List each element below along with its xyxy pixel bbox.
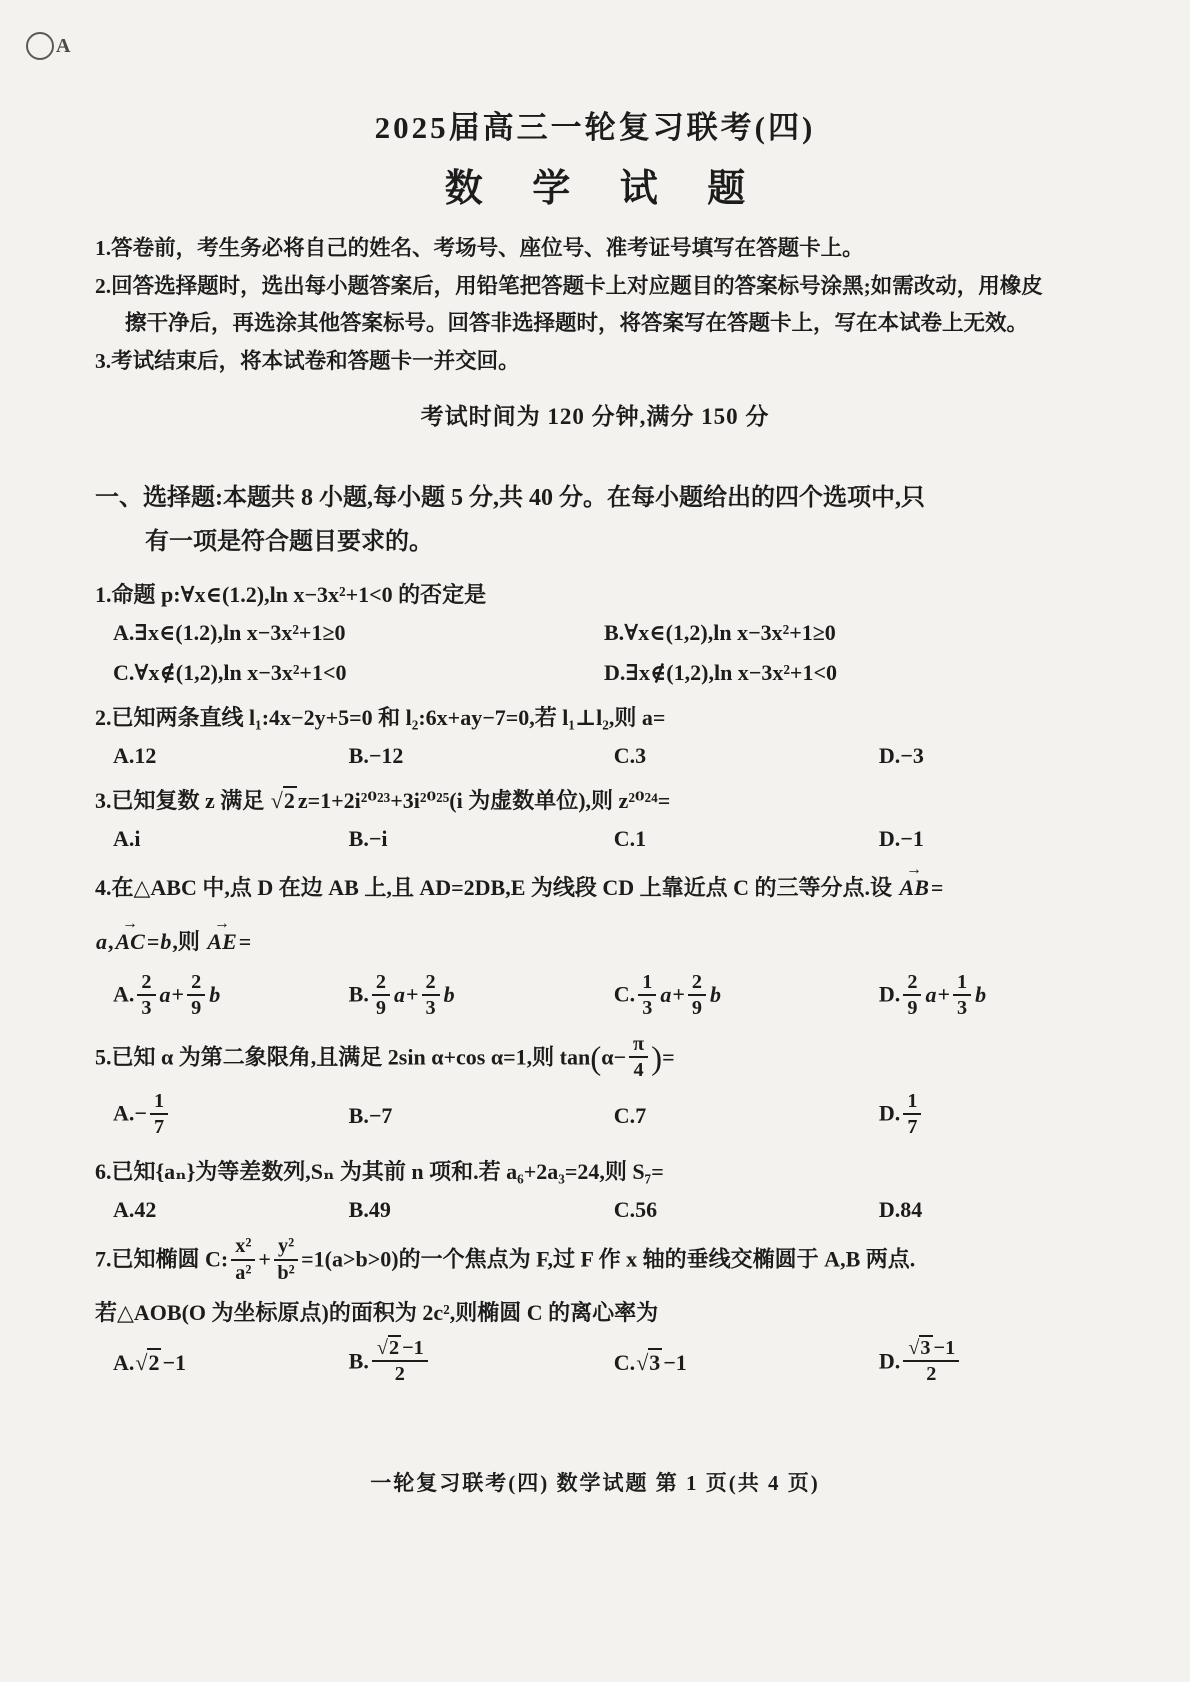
option-d: D. $\frac{√3 -1}{2}$ [879,1339,1095,1388]
vector-b: b [160,929,172,955]
option-a: A.∃x∈(1.2),ln x−3x²+1≥0 [113,619,346,645]
fraction: $\frac{2}{3}$ [137,971,155,1020]
fraction: $\frac{\text{y²}}{\text{b²}}$ [274,1235,298,1284]
sqrt-radical: √2 [135,1349,160,1375]
stem-text: = [930,875,944,901]
option-a: A.42 [113,1196,157,1222]
stem-text: =1(a>b>0)的一个焦点为 F,过 F 作 x 轴的垂线交椭圆于 A,B 两点. [301,1246,916,1272]
question-3-stem [95,783,1095,818]
question-6-options [95,1197,1095,1223]
option-b: B. $\frac{√2 -1}{2}$ [349,1339,614,1388]
option-b: B.−12 [348,743,404,769]
fraction: $\frac{1}{3}$ [953,971,971,1020]
option-b: B.∀x∈(1,2),ln x−3x²+1≥0 [604,619,836,645]
section-1-heading [95,477,1095,563]
right-paren: ) [651,1040,663,1077]
option-b: B.−7 [348,1102,393,1128]
sqrt-radical: √3 [908,1337,931,1360]
question-1 [95,577,1095,686]
question-5-stem [95,1035,1095,1084]
question-7-options [95,1339,1095,1388]
vector-ab: → AB [900,866,929,910]
notice-2-line2: 擦干净后，再选涂其他答案标号。回答非选择题时，将答案写在答题卡上，写在本试卷上无效。 [125,311,1029,336]
page-footer: 一轮复习联考(四) 数学试题 第 1 页(共 4 页) [370,1471,820,1495]
option-b: B.−i [348,826,388,852]
option-a: A.12 [113,743,157,769]
option-d: D.84 [878,1196,923,1222]
fraction: $\frac{2}{9}$ [688,971,706,1020]
stem-text: = [238,929,252,955]
fraction: $\frac{2}{9}$ [903,971,921,1020]
fraction: $\frac{\pi}{4}$ [629,1033,648,1082]
question-4-stem-line1 [95,860,1095,910]
option-b: B. $\frac{2}{9}$ a+ $\frac{2}{3}$ b [348,970,455,1019]
option-d: D. $\frac{1}{7}$ [879,1091,1095,1140]
option-c: C.∀x∉(1,2),ln x−3x²+1<0 [113,659,347,685]
option-d: D. $\frac{2}{9}$ a+ $\frac{1}{3}$ b [878,970,987,1019]
question-4-options [95,972,1095,1021]
fraction: $\frac{√3 -1}{2}$ [903,1337,959,1386]
question-7-stem-line1 [95,1237,1095,1286]
section-heading-line1: 一、选择题:本题共 8 小题,每小题 5 分,共 40 分。在每小题给出的四个选项中,只 [95,484,925,511]
vector-arrow-icon: → [214,914,231,932]
fraction: $\frac{2}{9}$ [187,971,205,1020]
stem-text: = [662,1044,675,1070]
exam-duration-score: 考试时间为 120 分钟,满分 150 分 [420,403,770,429]
stamp-icon [26,32,54,60]
question-2-stem: 2.已知两条直线 l₁:4x−2y+5=0 和 l₂:6x+ay−7=0,若 l₁⊥l₂,则 a= [95,704,666,730]
option-a: A.i [113,826,141,852]
vector-ae: → AE [207,920,236,964]
question-6 [95,1154,1095,1223]
option-c: C.56 [613,1196,658,1222]
option-d: D.−3 [878,743,924,769]
stem-text: 5.已知 α 为第二象限角,且满足 2sin α+cos α=1,则 tan [95,1044,591,1070]
question-7-stem-line2: 若△AOB(O 为坐标原点)的面积为 2c²,则椭圆 C 的离心率为 [95,1300,659,1326]
sqrt-radical [271,783,297,818]
question-2 [95,700,1095,769]
question-2-options [95,743,1095,769]
notice-1: 1.答卷前，考生务必将自己的姓名、考场号、座位号、准考证号填写在答题卡上。 [95,236,864,260]
question-6-stem: 6.已知{aₙ}为等差数列,Sₙ 为其前 n 项和.若 a₆+2a₃=24,则 S₇= [95,1158,664,1184]
vector-arrow-icon: → [906,860,923,878]
option-c: C.√3 −1 [613,1349,687,1375]
question-3 [95,783,1095,852]
sqrt-arg: 2 [283,788,295,814]
option-c: C.3 [613,743,647,769]
option-b: B.49 [348,1196,391,1222]
stamp-letter: A [56,34,71,57]
stem-text: , [108,929,114,955]
fraction: $\frac{1}{7}$ [903,1090,921,1139]
question-5 [95,1035,1095,1140]
vector-ac: → AC [116,920,145,964]
exam-notices [95,232,1095,378]
question-7 [95,1237,1095,1387]
stem-text: z=1+2i²⁰²³+3i²⁰²⁵(i 为虚数单位),则 z²⁰²⁴= [297,788,671,814]
stem-text: = [146,929,160,955]
exam-title: 2025届高三一轮复习联考(四) [374,110,816,145]
question-4 [95,860,1095,1021]
option-a: A. $\frac{2}{3}$ a+ $\frac{2}{9}$ b [113,970,221,1019]
sqrt-radical: √3 [636,1349,661,1375]
vector-arrow-icon: → [122,914,139,932]
fraction: $\frac{2}{9}$ [372,971,390,1020]
stem-text: 3.已知复数 z 满足 [95,788,270,814]
stem-text: α− [601,1044,627,1070]
notice-2-line1: 2.回答选择题时，选出每小题答案后，用铅笔把答题卡上对应题目的答案标号涂黑;如需改动，用橡皮 [95,273,1043,298]
notice-3: 3.考试结束后，将本试卷和答题卡一并交回。 [95,349,520,374]
question-1-stem: 1.命题 p:∀x∈(1.2),ln x−3x²+1<0 的否定是 [95,581,487,607]
fraction: $\frac{\text{x²}}{\text{a²}}$ [231,1235,255,1284]
option-d: D.∃x∉(1,2),ln x−3x²+1<0 [604,659,838,685]
sqrt-sign: √ [270,788,283,814]
fraction: $\frac{1}{7}$ [150,1090,168,1139]
option-c: C.7 [613,1102,647,1128]
option-c: C. $\frac{1}{3}$ a+ $\frac{2}{9}$ b [613,970,721,1019]
question-5-options [95,1091,1095,1140]
fraction: $\frac{1}{3}$ [638,971,656,1020]
vector-a: a [96,929,107,955]
fraction: $\frac{2}{3}$ [422,971,440,1020]
stem-text: ,则 [172,929,206,955]
fraction: $\frac{√2 -1}{2}$ [372,1337,428,1386]
question-3-options [95,826,1095,852]
section-heading-line2: 有一项是符合题目要求的。 [145,528,433,555]
stem-text: 4.在△ABC 中,点 D 在边 AB 上,且 AD=2DB,E 为线段 CD 上靠近点 C 的三等分点.设 [95,875,898,901]
option-a: A.√2 −1 [113,1349,187,1375]
left-paren: ( [590,1040,602,1077]
stamp [26,32,70,60]
exam-subject: 数 学 试 题 [444,168,766,210]
question-4-stem-line2 [95,914,1095,964]
option-a: A.− $\frac{1}{7}$ [113,1091,349,1140]
stem-text: + [258,1246,271,1272]
stem-text: 7.已知椭圆 C: [95,1246,229,1272]
question-1-options [95,620,1095,686]
sqrt-radical: √2 [376,1337,400,1360]
option-d: D.−1 [878,826,924,852]
option-c: C.1 [613,826,647,852]
